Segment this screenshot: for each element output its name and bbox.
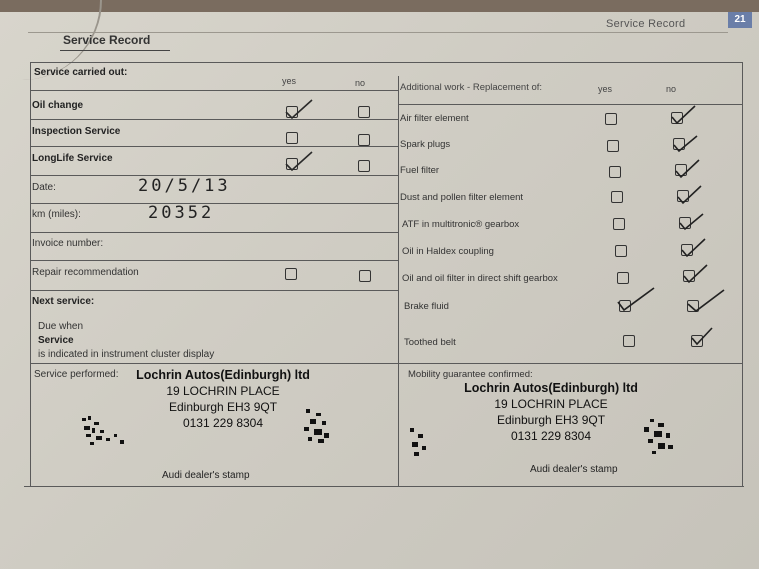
stamp-ink-icon [296,407,336,449]
tick-icon [282,148,316,174]
additional-item: Spark plugs [400,139,451,150]
row-line [30,232,398,233]
row-line [30,119,398,120]
row-line [30,90,398,91]
additional-item: Air filter element [400,113,469,124]
col-yes-left: yes [282,76,297,86]
repair-label: Repair recommendation [32,267,139,278]
km-value[interactable]: 20352 [148,203,215,223]
additional-item: Brake fluid [404,301,449,312]
stamp-caption-right: Audi dealer's stamp [530,464,618,475]
section-header: Service Record [606,18,686,30]
dealer-street: 19 LOCHRIN PLACE [166,384,280,398]
column-divider [398,76,399,486]
page-edge [0,0,759,12]
mobility-label: Mobility guarantee confirmed: [408,369,533,380]
dealer-phone: 0131 229 8304 [510,429,592,443]
additional-yes-checkbox[interactable] [623,335,635,347]
additional-yes-checkbox[interactable] [617,272,629,284]
additional-yes-checkbox[interactable] [607,140,619,152]
date-label: Date: [32,182,56,193]
additional-item: Toothed belt [404,337,456,348]
stamp-caption-left: Audi dealer's stamp [162,470,250,481]
additional-yes-checkbox[interactable] [609,166,621,178]
date-value[interactable]: 20/5/13 [138,176,231,196]
col-no-left: no [355,78,366,88]
stamp-ink-icon [80,414,130,452]
tick-icon [688,324,716,348]
dealer-stamp-right [436,380,666,444]
dealer-name: Lochrin Autos(Edinburgh) ltd [136,368,310,382]
service-heading: Service carried out: [34,67,128,78]
frame-top [30,62,742,63]
inspection-label: Inspection Service [32,126,121,137]
tick-icon [614,284,658,314]
performed-label: Service performed: [34,369,119,380]
additional-yes-checkbox[interactable] [611,191,623,203]
stamp-ink-icon [636,417,680,459]
longlife-label: LongLife Service [32,153,113,164]
frame-left [30,62,31,486]
additional-item: Dust and pollen filter element [400,192,524,203]
additional-heading: Additional work - Replacement of: [400,82,543,93]
additional-item: Oil in Haldex coupling [402,246,494,257]
dealer-street: 19 LOCHRIN PLACE [494,397,608,411]
km-label: km (miles): [32,209,81,220]
due-when-label: Due when [38,321,84,332]
additional-yes-checkbox[interactable] [613,218,625,230]
stamp-row-line [30,363,742,364]
row-line [30,146,398,147]
tick-icon [674,182,704,208]
indicated-label: is indicated in instrument cluster display [38,349,215,360]
tick-icon [282,96,316,122]
tick-icon [676,210,706,234]
oil-change-no-checkbox[interactable] [358,106,370,118]
inspection-yes-checkbox[interactable] [286,132,298,144]
longlife-no-checkbox[interactable] [358,160,370,172]
frame-right [742,62,743,486]
frame-bottom [24,486,744,487]
invoice-label: Invoice number: [32,238,104,249]
col-yes-right: yes [598,84,613,94]
title-underline [60,50,170,51]
service-word: Service [38,335,74,346]
dealer-city: Edinburgh EH3 9QT [496,413,606,427]
repair-yes-checkbox[interactable] [285,268,297,280]
oil-change-label: Oil change [32,100,84,111]
dealer-phone: 0131 229 8304 [182,416,264,430]
additional-yes-checkbox[interactable] [615,245,627,257]
row-line [30,260,398,261]
additional-item: Oil and oil filter in direct shift gearbox [402,273,558,284]
inspection-no-checkbox[interactable] [358,134,370,146]
dealer-city: Edinburgh EH3 9QT [168,400,278,414]
dealer-name: Lochrin Autos(Edinburgh) ltd [464,381,638,395]
next-service-label: Next service: [32,296,95,307]
tick-icon [668,102,698,128]
repair-no-checkbox[interactable] [359,270,371,282]
additional-item: ATF in multitronic® gearbox [402,219,520,230]
tick-icon [678,235,708,261]
form-title: Service Record [63,33,151,47]
col-no-right: no [666,84,677,94]
tick-icon [684,284,728,314]
row-line [30,290,398,291]
service-form [28,62,744,488]
additional-yes-checkbox[interactable] [605,113,617,125]
additional-item: Fuel filter [400,165,440,176]
tick-icon [672,156,702,182]
page-number-badge: 21 [728,12,752,28]
tick-icon [670,132,700,156]
stamp-ink-icon [406,424,436,460]
